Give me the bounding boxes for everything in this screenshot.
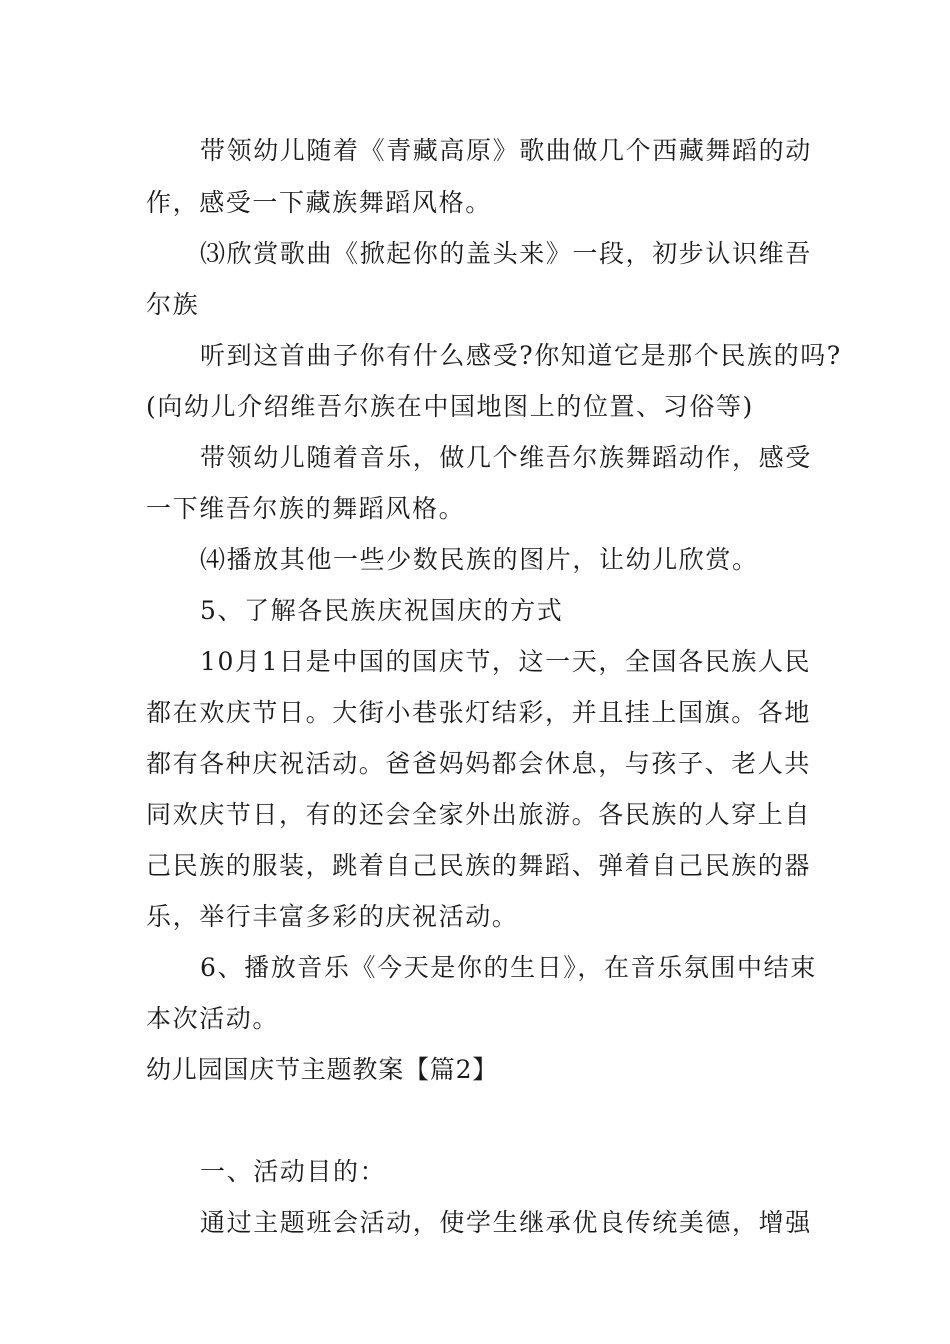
- paragraph-line: ⑶欣赏歌曲《掀起你的盖头来》一段，初步认识维吾: [200, 239, 812, 268]
- paragraph-line: 乐，举行丰富多彩的庆祝活动。: [146, 902, 519, 931]
- paragraph-line: 6、播放音乐《今天是你的生日》，在音乐氛围中结束: [200, 953, 817, 982]
- paragraph-line: ⑷播放其他一些少数民族的图片，让幼儿欣赏。: [200, 545, 759, 574]
- paragraph-line: 作，感受一下藏族舞蹈风格。: [146, 188, 492, 217]
- paragraph-line: 都在欢庆节日。大街小巷张灯结彩，并且挂上国旗。各地: [146, 698, 812, 727]
- paragraph-line: 同欢庆节日，有的还会全家外出旅游。各民族的人穿上自: [146, 800, 812, 829]
- paragraph-line: 都有各种庆祝活动。爸爸妈妈都会休息，与孩子、老人共: [146, 749, 812, 778]
- paragraph-line: 带领幼儿随着音乐，做几个维吾尔族舞蹈动作，感受: [200, 443, 812, 472]
- paragraph-line: (向幼儿介绍维吾尔族在中国地图上的位置、习俗等): [146, 392, 754, 421]
- section-heading: 一、活动目的：: [200, 1157, 387, 1186]
- paragraph-line: 本次活动。: [146, 1004, 280, 1033]
- paragraph-line: 带领幼儿随着《青藏高原》歌曲做几个西藏舞蹈的动: [200, 136, 812, 165]
- document-section-title: 幼儿园国庆节主题教案【篇2】: [146, 1055, 499, 1084]
- paragraph-line: 10月1日是中国的国庆节，这一天，全国各民族人民: [200, 647, 812, 676]
- paragraph-line: 一下维吾尔族的舞蹈风格。: [146, 494, 466, 523]
- paragraph-line: 听到这首曲子你有什么感受?你知道它是那个民族的吗?: [200, 341, 842, 370]
- section-heading: 5、了解各民族庆祝国庆的方式: [200, 596, 564, 625]
- paragraph-line: 己民族的服装，跳着自己民族的舞蹈、弹着自己民族的器: [146, 851, 812, 880]
- paragraph-line: 通过主题班会活动，使学生继承优良传统美德，增强: [200, 1208, 812, 1237]
- paragraph-line: 尔族: [146, 290, 200, 319]
